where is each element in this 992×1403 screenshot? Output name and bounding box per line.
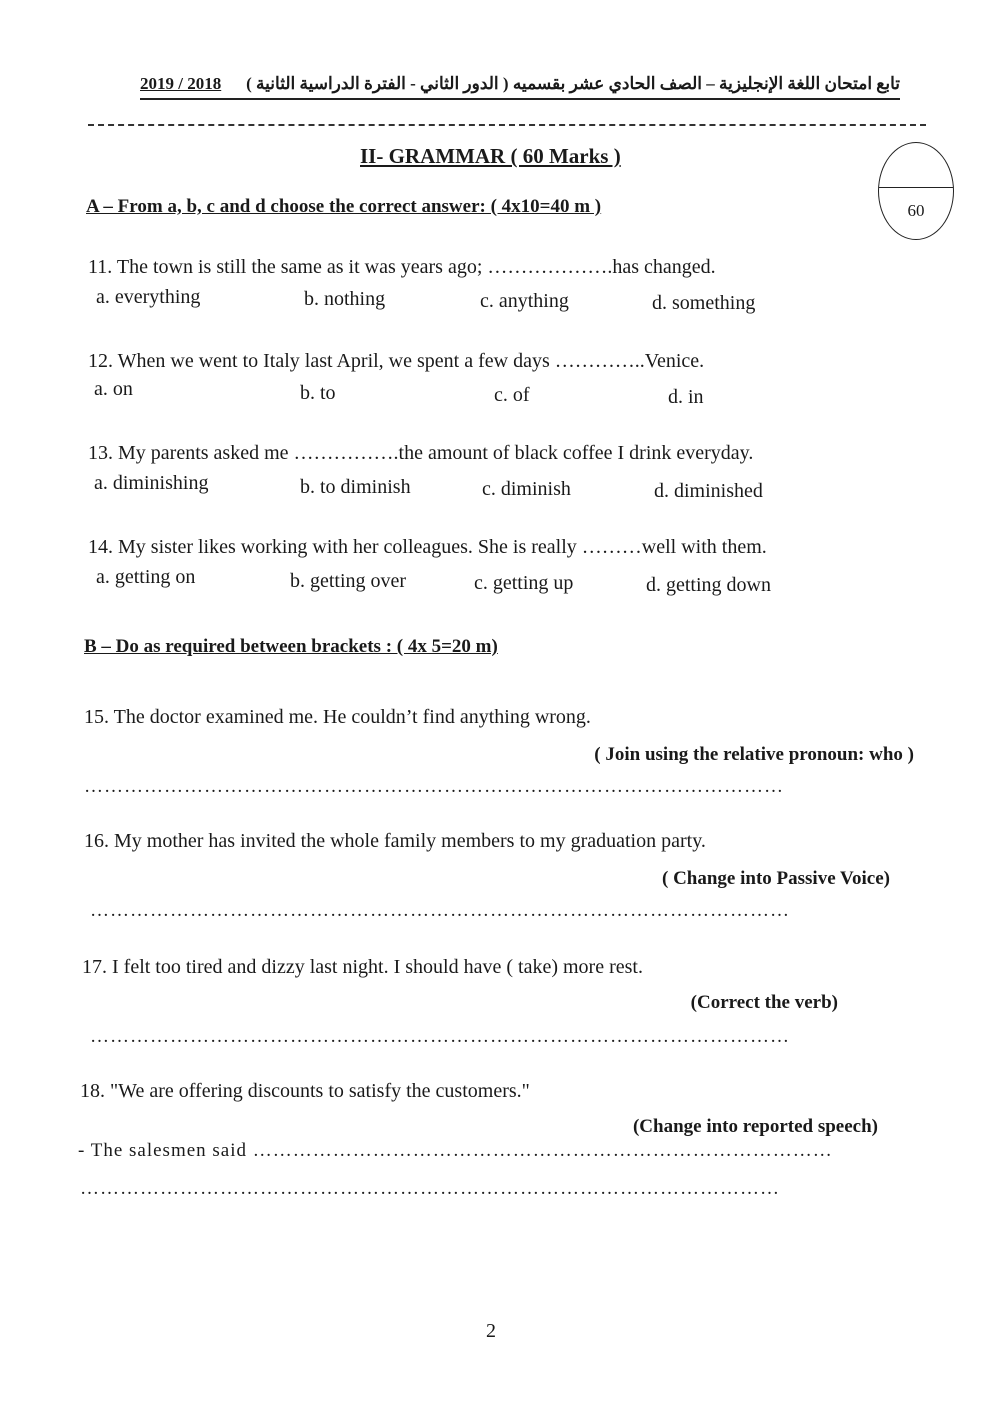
q11-option-d[interactable]: d. something xyxy=(652,292,756,314)
q11-option-c[interactable]: c. anything xyxy=(480,290,569,312)
q18-instruction: (Change into reported speech) xyxy=(632,1116,878,1137)
q15-instruction: ( Join using the relative pronoun: who ) xyxy=(594,744,914,765)
score-box-total: 60 xyxy=(907,201,925,220)
header-dashed-rule xyxy=(88,124,926,126)
header-year: 2019 / 2018 xyxy=(140,74,222,93)
q16-answer-line[interactable]: …………………………………………………………………………………………… xyxy=(90,900,790,921)
header-rule xyxy=(140,98,900,100)
question-11: 11. The town is still the same as it was years ago; ……………….has changed. xyxy=(88,256,716,278)
q17-answer-line[interactable]: …………………………………………………………………………………………… xyxy=(90,1026,790,1047)
q18-answer-line-2[interactable]: …………………………………………………………………………………………… xyxy=(80,1178,780,1199)
q11-option-b[interactable]: b. nothing xyxy=(304,288,386,310)
part-a-heading: A – From a, b, c and d choose the correct answer: ( 4x10=40 m ) xyxy=(86,196,602,217)
q16-instruction: ( Change into Passive Voice) xyxy=(662,868,890,889)
q14-option-b[interactable]: b. getting over xyxy=(290,570,407,592)
q13-option-c[interactable]: c. diminish xyxy=(482,478,571,500)
question-18: 18. "We are offering discounts to satisfy the customers." xyxy=(80,1080,530,1102)
page-number: 2 xyxy=(486,1320,496,1342)
q13-option-a[interactable]: a. diminishing xyxy=(94,472,209,494)
q18-answer-line-1[interactable]: - The salesmen said …………………………………………………………………………… xyxy=(78,1140,833,1161)
header-title-text: تابع امتحان اللغة الإنجليزية – الصف الحادي عشر بقسميه ( الدور الثاني - الفترة الدراسية الثانية ) xyxy=(246,74,900,93)
score-box-divider xyxy=(879,187,953,188)
section-title: II- GRAMMAR ( 60 Marks ) xyxy=(360,144,621,168)
q15-answer-line[interactable]: …………………………………………………………………………………………… xyxy=(84,776,784,797)
header-arabic-title xyxy=(140,74,900,94)
q12-option-d[interactable]: d. in xyxy=(668,386,704,408)
question-17: 17. I felt too tired and dizzy last night. I should have ( take) more rest. xyxy=(82,956,643,978)
question-16: 16. My mother has invited the whole family members to my graduation party. xyxy=(84,830,706,852)
q11-option-a[interactable]: a. everything xyxy=(96,286,201,308)
part-b-heading: B – Do as required between brackets : ( 4x 5=20 m) xyxy=(84,636,498,657)
q17-instruction: (Correct the verb) xyxy=(690,992,838,1013)
q12-option-c[interactable]: c. of xyxy=(494,384,530,406)
q13-option-b[interactable]: b. to diminish xyxy=(300,476,411,498)
q14-option-c[interactable]: c. getting up xyxy=(474,572,574,594)
question-14: 14. My sister likes working with her colleagues. She is really ………well with them. xyxy=(88,536,767,558)
q14-option-a[interactable]: a. getting on xyxy=(96,566,196,588)
q13-option-d[interactable]: d. diminished xyxy=(654,480,763,502)
score-box xyxy=(878,142,954,240)
question-15: 15. The doctor examined me. He couldn’t find anything wrong. xyxy=(84,706,591,728)
q12-option-b[interactable]: b. to xyxy=(300,382,336,404)
q12-option-a[interactable]: a. on xyxy=(94,378,133,400)
question-12: 12. When we went to Italy last April, we spent a few days …………..Venice. xyxy=(88,350,705,372)
question-13: 13. My parents asked me …………….the amount of black coffee I drink everyday. xyxy=(88,442,754,464)
q14-option-d[interactable]: d. getting down xyxy=(646,574,771,596)
